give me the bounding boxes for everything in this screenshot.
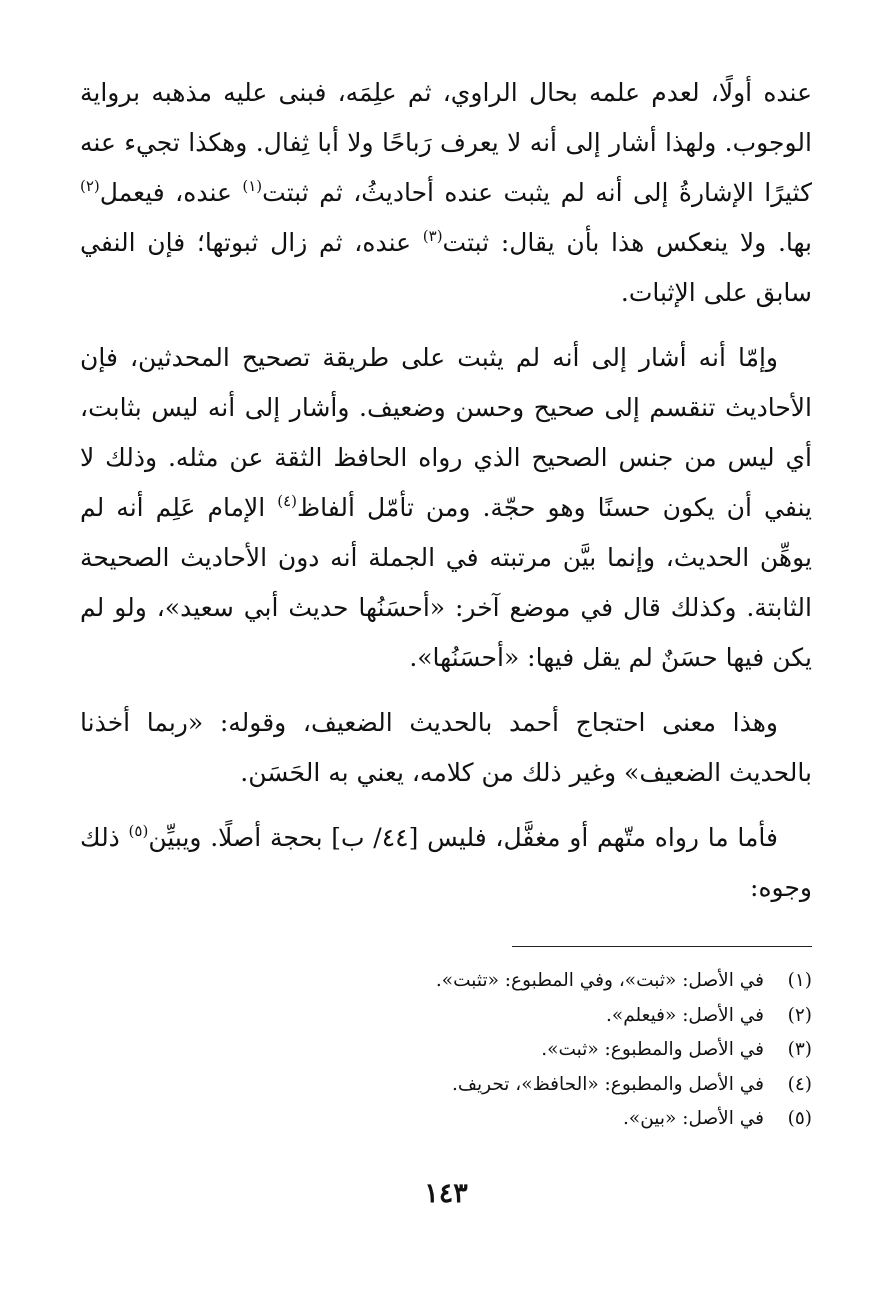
footnote-number: (١) [787,970,812,991]
text-run: وهذا معنى احتجاج أحمد بالحديث الضعيف، وقوله: «ربما أخذنا بالحديث الضعيف» وغير ذلك من كلامه، يعني به الحَسَن. [80,708,812,787]
footnote [80,1068,812,1103]
footnote-text: في الأصل: «ثبت»، وفي المطبوع: «تثبت». [435,970,764,991]
paragraph [80,333,812,683]
footnote-text: في الأصل والمطبوع: «ثبت». [541,1039,764,1060]
footnote-separator [512,946,812,947]
book-page [80,68,812,1268]
footnote-ref: (٤) [277,492,298,510]
text-run: ذلك وجوه: [80,823,812,902]
footnote-ref: (٥) [128,822,149,840]
text-run: عنده أولًا، لعدم علمه بحال الراوي، ثم علِمَه، فبنى عليه مذهبه برواية الوجوب. ولهذا أشار إلى أنه لا يعرف رَباحًا ولا أبا ثِفال. وهكذا تجيء عنه كثيرًا الإشارةُ إلى أنه لم يثبت عنده أحاديثُ، ثم ثبتت [80,78,812,207]
footnote-text: في الأصل: «فيعلم». [606,1004,764,1026]
footnote-number: (٤) [787,1073,812,1095]
main-text [80,68,812,913]
footnote [80,999,812,1034]
footnote-ref: (٣) [422,227,443,245]
footnote-text: في الأصل: «بين». [623,1108,764,1129]
footnote-ref: (٢) [80,177,100,195]
paragraph [80,813,812,913]
footnote-ref: (١) [242,177,263,195]
text-run: وإمّا أنه أشار إلى أنه لم يثبت على طريقة تصحيح المحدثين، فإن الأحاديث تنقسم إلى صحيح وحسن وضعيف. وأشار إلى أنه ليس بثابت، أي ليس من جنس الصحيح الذي رواه الحافظ الثقة عن مثله. وذلك لا ينفي أن يكون حسنًا وهو حجّة. ومن تأمّل ألفاظ [80,343,812,522]
text-run: بها. ولا ينعكس هذا بأن يقال: ثبتت [442,228,812,257]
footnote-number: (٢) [787,1004,812,1026]
text-run: فأما ما رواه متّهم أو مغفَّل، فليس [٤٤/ ب] بحجة أصلًا. ويبيِّن [148,823,778,852]
page-number: ١٤٣ [424,1178,468,1209]
footnote-number: (٣) [787,1039,812,1060]
footnotes [80,964,812,1137]
footnote-number: (٥) [787,1108,812,1129]
footnote [80,1033,812,1068]
paragraph [80,698,812,798]
text-run: عنده، فيعمل [99,178,243,207]
footnote [80,1102,812,1137]
text-run: الإمام عَلِم أنه لم يوهِّن الحديث، وإنما بيَّن مرتبته في الجملة أنه دون الأحاديث الصحيحة الثابتة. وكذلك قال في موضع آخر: «أحسَنُها حديث أبي سعيد»، ولو لم يكن فيها حسَنٌ لم يقل فيها: «أحسَنُها». [80,493,812,672]
footnote [80,964,812,999]
footnote-text: في الأصل والمطبوع: «الحافظ»، تحريف. [451,1073,764,1095]
text-run: عنده، ثم زال ثبوتها؛ فإن النفي سابق على الإثبات. [80,228,812,307]
paragraph [80,68,812,318]
